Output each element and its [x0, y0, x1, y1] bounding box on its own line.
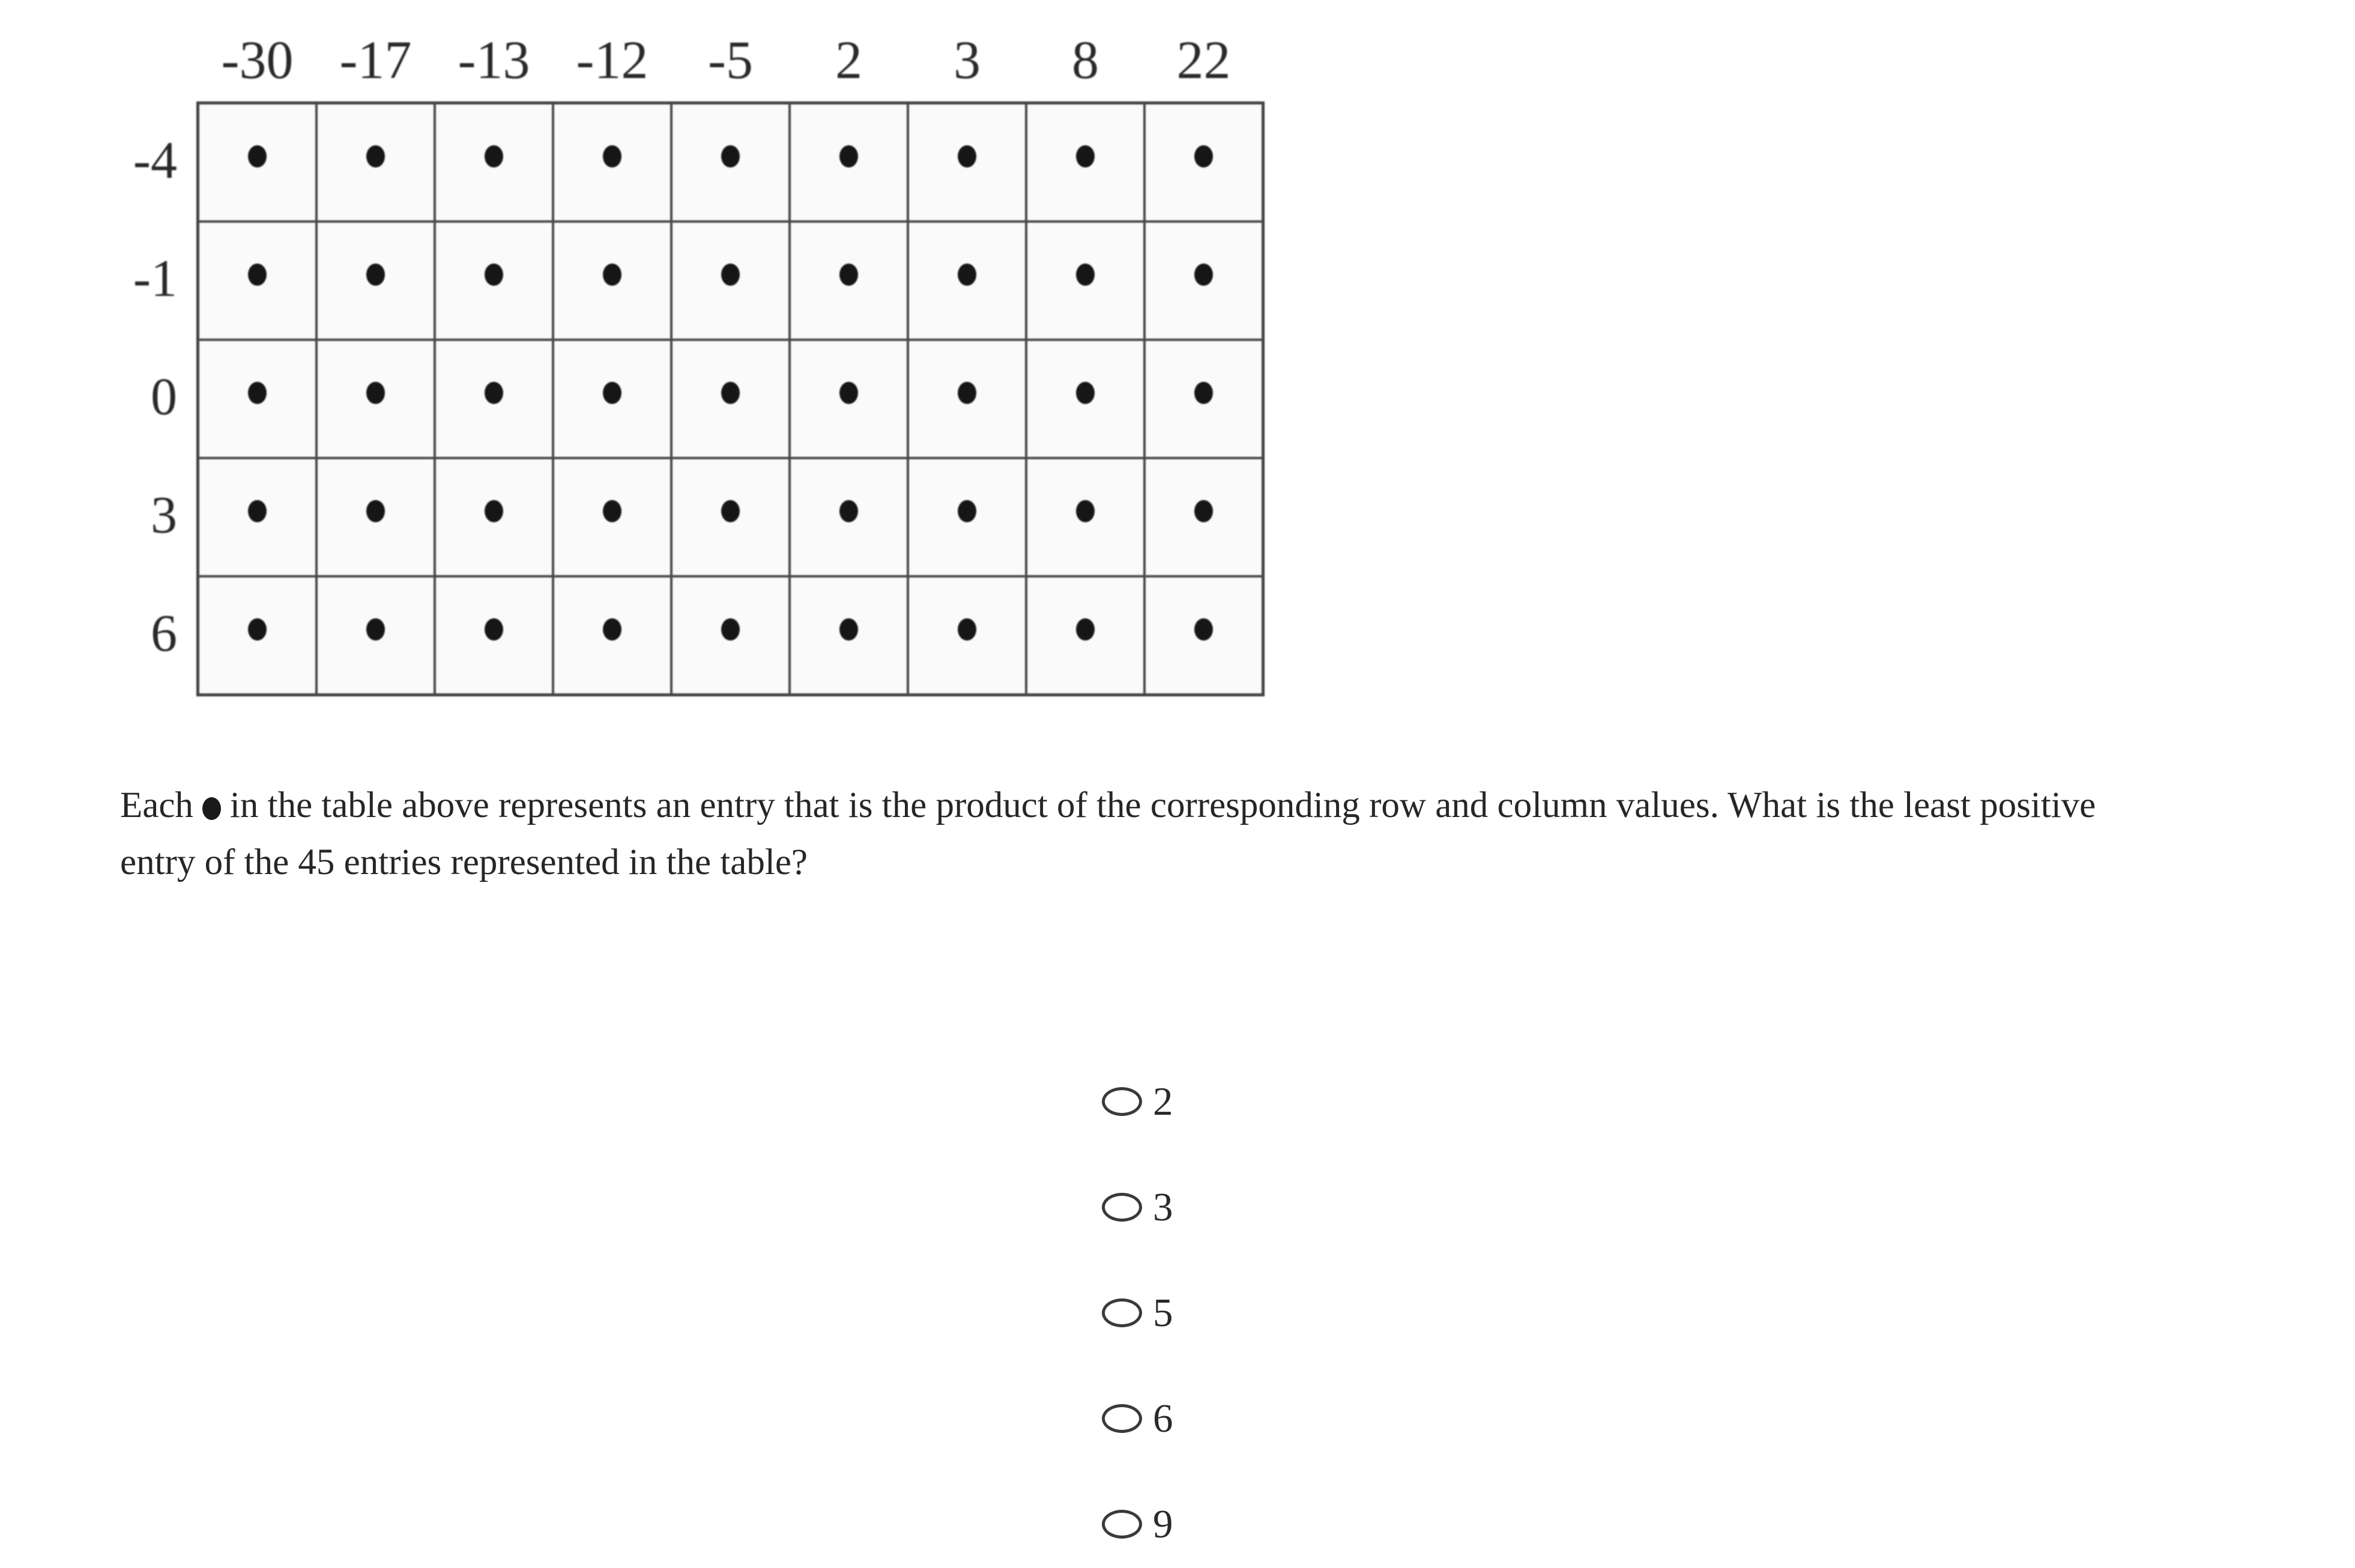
table-cell	[1144, 103, 1263, 222]
entry-dot-icon	[1194, 500, 1213, 522]
table-cell	[316, 103, 435, 222]
question-line-1-prefix: Each	[120, 785, 193, 825]
column-header-label: -30	[221, 31, 294, 90]
table-cell	[671, 222, 790, 340]
entry-dot-icon	[248, 145, 267, 167]
entry-dot-icon	[1076, 264, 1095, 286]
entry-dot-icon	[958, 382, 976, 404]
table-cell	[553, 458, 671, 576]
entry-dot-icon	[1194, 145, 1213, 167]
radio-oval-icon[interactable]	[1102, 1298, 1142, 1327]
table-cell	[316, 340, 435, 458]
column-header-label: -5	[708, 31, 753, 90]
option-label: 3	[1153, 1184, 1173, 1229]
entry-dot-icon	[366, 618, 385, 641]
table-cell	[1026, 222, 1144, 340]
answer-option-3[interactable]	[1102, 1183, 1173, 1231]
entry-dot-icon	[366, 264, 385, 286]
table-cell	[1144, 340, 1263, 458]
entry-dot-icon	[603, 618, 621, 641]
option-label: 9	[1153, 1501, 1173, 1546]
table-cell	[790, 458, 908, 576]
table-cell	[1144, 222, 1263, 340]
table-cell	[671, 103, 790, 222]
table-cell	[198, 340, 316, 458]
table-cell	[435, 458, 553, 576]
row-header-label: -4	[133, 131, 177, 190]
entry-dot-icon	[603, 145, 621, 167]
table-cell	[553, 222, 671, 340]
entry-dot-icon	[958, 145, 976, 167]
entry-dot-icon	[958, 618, 976, 641]
question-line-1-rest: in the table above represents an entry that is the product of the corresponding row and column values. What is the least positive	[229, 785, 2096, 825]
column-header-label: 3	[954, 31, 981, 90]
table-cell	[198, 103, 316, 222]
table-cell	[435, 340, 553, 458]
entry-dot-icon	[958, 264, 976, 286]
entry-dot-icon	[721, 500, 740, 522]
table-cell	[908, 222, 1026, 340]
entry-dot-icon	[248, 264, 267, 286]
option-label: 6	[1153, 1396, 1173, 1441]
table-cell	[435, 103, 553, 222]
row-header-label: -1	[133, 249, 177, 308]
table-cell	[553, 340, 671, 458]
table-cell	[1026, 340, 1144, 458]
entry-dot-icon	[1194, 382, 1213, 404]
column-headers-row	[198, 12, 1263, 96]
entry-dot-icon	[839, 500, 858, 522]
entry-dot-icon	[721, 145, 740, 167]
entry-dot-icon	[603, 382, 621, 404]
column-header-label: -13	[458, 31, 530, 90]
radio-oval-icon[interactable]	[1102, 1193, 1142, 1222]
entry-dot-icon	[721, 618, 740, 641]
table-cell	[1026, 576, 1144, 695]
entry-dot-icon	[721, 264, 740, 286]
answer-option-2[interactable]	[1102, 1078, 1173, 1126]
entry-dot-icon	[1194, 264, 1213, 286]
entry-dot-icon	[839, 145, 858, 167]
table-cell	[435, 576, 553, 695]
table-cell	[790, 103, 908, 222]
entry-dot-icon	[1076, 500, 1095, 522]
entry-dot-icon	[603, 500, 621, 522]
entry-dot-icon	[603, 264, 621, 286]
table-cell	[671, 458, 790, 576]
product-table-figure	[0, 0, 1381, 756]
entry-dot-icon	[1076, 382, 1095, 404]
radio-oval-icon[interactable]	[1102, 1404, 1142, 1433]
entry-dot-icon	[1076, 618, 1095, 641]
table-cell	[908, 458, 1026, 576]
entry-dot-icon	[839, 618, 858, 641]
table-cell	[198, 576, 316, 695]
column-header-label: 8	[1072, 31, 1099, 90]
table-cell	[908, 576, 1026, 695]
table-grid	[196, 101, 1265, 696]
table-cell	[1144, 458, 1263, 576]
table-cell	[435, 222, 553, 340]
question-text	[120, 777, 2096, 891]
entry-dot-icon	[839, 382, 858, 404]
entry-dot-icon	[366, 500, 385, 522]
entry-dot-icon	[485, 264, 503, 286]
table-cell	[1144, 576, 1263, 695]
answer-options	[1102, 1078, 1173, 1548]
column-header-label: -12	[576, 31, 648, 90]
table-cell	[316, 222, 435, 340]
table-cell	[553, 576, 671, 695]
radio-oval-icon[interactable]	[1102, 1087, 1142, 1116]
radio-oval-icon[interactable]	[1102, 1510, 1142, 1539]
entry-dot-icon	[721, 382, 740, 404]
column-header-label: 22	[1176, 31, 1231, 90]
table-cell	[553, 103, 671, 222]
question-line-2: entry of the 45 entries represented in the table?	[120, 842, 808, 882]
answer-option-5[interactable]	[1102, 1289, 1173, 1337]
table-cell	[671, 340, 790, 458]
table-cell	[790, 576, 908, 695]
table-cell	[316, 458, 435, 576]
answer-option-9[interactable]	[1102, 1500, 1173, 1548]
entry-dot-icon	[1076, 145, 1095, 167]
question-line-1	[120, 777, 2096, 834]
entry-dot-icon	[485, 500, 503, 522]
entry-dot-icon	[485, 145, 503, 167]
table-cell	[198, 458, 316, 576]
entry-dot-icon	[366, 145, 385, 167]
entry-dot-icon	[485, 618, 503, 641]
row-headers-column	[78, 101, 177, 693]
column-header-label: -17	[339, 31, 412, 90]
table-cell	[908, 340, 1026, 458]
table-cell	[1026, 458, 1144, 576]
entry-dot-icon	[248, 500, 267, 522]
table-cell	[1026, 103, 1144, 222]
entry-dot-icon	[248, 618, 267, 641]
table-cell	[790, 222, 908, 340]
table-cell	[908, 103, 1026, 222]
row-header-label: 0	[151, 367, 177, 426]
answer-option-6[interactable]	[1102, 1395, 1173, 1443]
entry-dot-icon	[958, 500, 976, 522]
entry-dot-icon	[485, 382, 503, 404]
entry-dot-icon	[1194, 618, 1213, 641]
entry-dot-icon	[248, 382, 267, 404]
column-header-label: 2	[835, 31, 862, 90]
entry-dot-icon	[839, 264, 858, 286]
option-label: 2	[1153, 1079, 1173, 1124]
row-header-label: 3	[151, 486, 177, 544]
table-cell	[198, 222, 316, 340]
table-cell	[316, 576, 435, 695]
row-header-label: 6	[151, 604, 177, 663]
entry-dot-icon	[202, 797, 221, 820]
table-cell	[671, 576, 790, 695]
option-label: 5	[1153, 1290, 1173, 1335]
entry-dot-icon	[366, 382, 385, 404]
table-cell	[790, 340, 908, 458]
